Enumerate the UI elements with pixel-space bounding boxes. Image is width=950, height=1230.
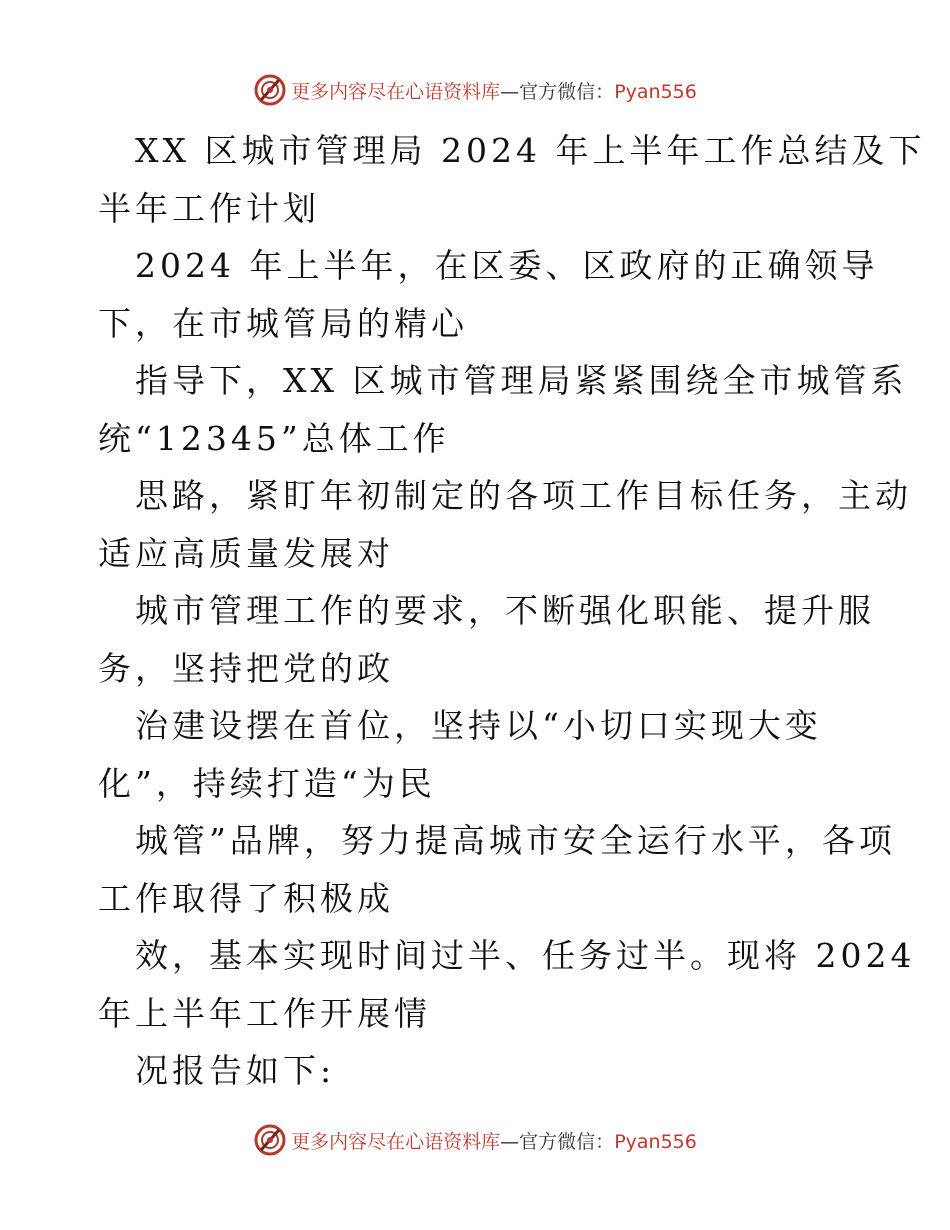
document-line: 城市管理工作的要求，不断强化职能、提升服: [135, 591, 875, 630]
document-line: 效，基本实现时间过半、任务过半。现将 2024: [135, 936, 916, 975]
seal-logo-icon: [253, 73, 287, 107]
banner-dash: —: [500, 80, 520, 103]
seal-logo-icon: [253, 1123, 287, 1157]
banner-contact-text: 官方微信：: [519, 80, 615, 103]
document-line: 工作取得了积极成: [98, 878, 394, 918]
banner-dash: —: [500, 1130, 520, 1153]
banner-handle: Pyan556: [614, 80, 697, 103]
banner-site-text: 更多内容尽在心语资料库: [291, 1130, 501, 1153]
header-banner: [0, 70, 950, 110]
document-line: 年上半年工作开展情: [98, 993, 431, 1033]
document-line: 治建设摆在首位，坚持以“小切口实现大变: [135, 706, 822, 745]
document-line: XX 区城市管理局 2024 年上半年工作总结及下: [135, 131, 926, 170]
document-line: 半年工作计划: [98, 188, 320, 228]
footer-banner: [0, 1120, 950, 1160]
banner-site-text: 更多内容尽在心语资料库: [291, 80, 501, 103]
banner-handle: Pyan556: [614, 1130, 697, 1153]
document-line: 城管”品牌，努力提高城市安全运行水平，各项: [135, 821, 896, 860]
banner-contact-text: 官方微信：: [519, 1130, 615, 1153]
document-line: 下，在市城管局的精心: [98, 303, 468, 343]
document-line: 适应高质量发展对: [98, 533, 394, 573]
document-line: 统“12345”总体工作: [98, 418, 450, 458]
document-line: 指导下，XX 区城市管理局紧紧围绕全市城管系: [135, 361, 908, 400]
document-line: 化”，持续打造“为民: [98, 763, 436, 803]
banner-text: [291, 1127, 697, 1154]
document-line: 思路，紧盯年初制定的各项工作目标任务，主动: [135, 476, 912, 515]
document-body: [98, 122, 926, 1100]
document-line: 务，坚持把党的政: [98, 648, 394, 688]
document-line: 2024 年上半年，在区委、区政府的正确领导: [135, 246, 879, 285]
document-line: 况报告如下:: [135, 1051, 336, 1090]
banner-text: [291, 77, 697, 104]
